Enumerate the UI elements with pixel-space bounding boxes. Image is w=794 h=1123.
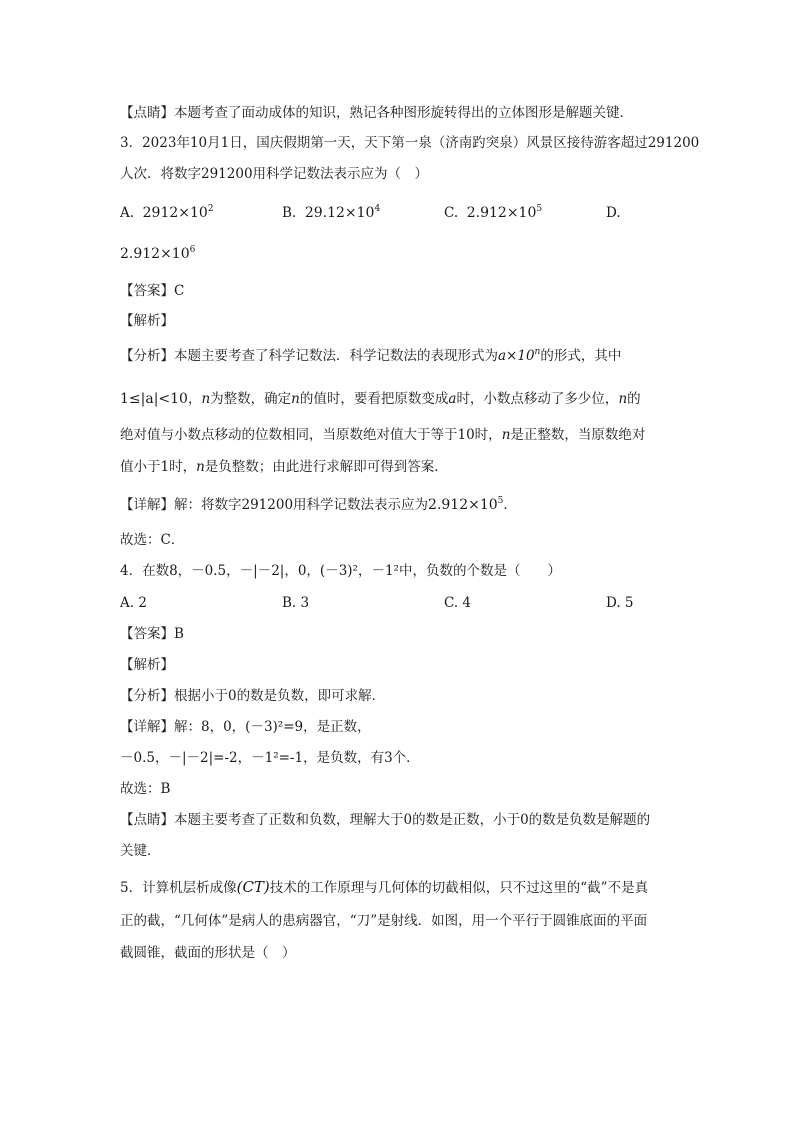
q3-stem-line1: 3．2023年10月1日，国庆假期第一天，天下第一泉（济南趵突泉）风景区接待游客超过291200 <box>120 135 700 151</box>
q3-answer: 【答案】C <box>120 283 185 299</box>
q3-analysis-line4: 值小于1时，n是负整数；由此进行求解即可得到答案． <box>120 459 448 475</box>
q3-analysis-line2: 1≤|a|<10，n为整数，确定n的值时，要看把原数变成a时，小数点移动了多少位，n的 <box>120 391 641 407</box>
q3-option-d-label: D. <box>606 205 621 221</box>
q3-analysis-line1: 【分析】本题主要考查了科学记数法．科学记数法的表现形式为$a\times 10^n$的形式，其中 <box>120 347 622 364</box>
q4-option-a: A. 2 <box>120 595 147 611</box>
q3-analysis-line3: 绝对值与小数点移动的位数相同，当原数绝对值大于等于10时，n是正整数，当原数绝对 <box>120 427 646 443</box>
q4-choose: 故选：B <box>120 781 171 797</box>
q3-detail: 【详解】解：将数字291200用科学记数法表示应为$2.912\times 10^5$． <box>120 496 517 513</box>
q3-option-c: C. $2.912\times 10^5$ <box>444 204 543 221</box>
q4-analysis: 【分析】根据小于0的数是负数，即可求解． <box>120 688 386 704</box>
q3-option-b: B. $29.12\times 10^4$ <box>282 204 381 221</box>
q4-analysis-title: 【解析】 <box>120 657 174 673</box>
q3-option-d-value: $2.912\times 10^6$ <box>120 245 196 262</box>
q4-detail-line2: －0.5，－|－2|=-2，－1²=-1，是负数，有3个． <box>120 750 420 766</box>
q3-stem-line2: 人次．将数字291200用科学记数法表示应为（ ） <box>120 166 429 182</box>
q3-analysis-title: 【解析】 <box>120 313 174 329</box>
previous-tip: 【点睛】本题考查了面动成体的知识，熟记各种图形旋转得出的立体图形是解题关键． <box>120 105 633 121</box>
q4-option-c: C. 4 <box>444 595 472 611</box>
q4-option-b: B. 3 <box>282 595 310 611</box>
q5-stem-line1: 5．计算机层析成像(CT)技术的工作原理与几何体的切截相似，只不过这里的“截”不是真 <box>120 878 649 896</box>
q4-tip-line2: 关键． <box>120 843 161 859</box>
q3-option-a: A. $2912\times 10^2$ <box>120 204 214 221</box>
q4-stem: 4．在数8，－0.5，－|－2|，0，(－3)²，－1²中，负数的个数是（ ） <box>120 563 561 579</box>
q4-detail-line1: 【详解】解：8，0，(－3)²=9，是正数， <box>120 719 371 735</box>
q5-stem-line2: 正的截，“几何体”是病人的患病器官，“刀”是射线．如图，用一个平行于圆锥底面的平面 <box>120 913 648 929</box>
q5-stem-line3: 截圆锥，截面的形状是（ ） <box>120 945 296 961</box>
q3-choose: 故选：C． <box>120 532 185 548</box>
q4-answer: 【答案】B <box>120 626 184 642</box>
q4-option-d: D. 5 <box>606 595 634 611</box>
q4-tip-line1: 【点睛】本题主要考查了正数和负数，理解大于0的数是正数，小于0的数是负数是解题的 <box>120 812 651 828</box>
